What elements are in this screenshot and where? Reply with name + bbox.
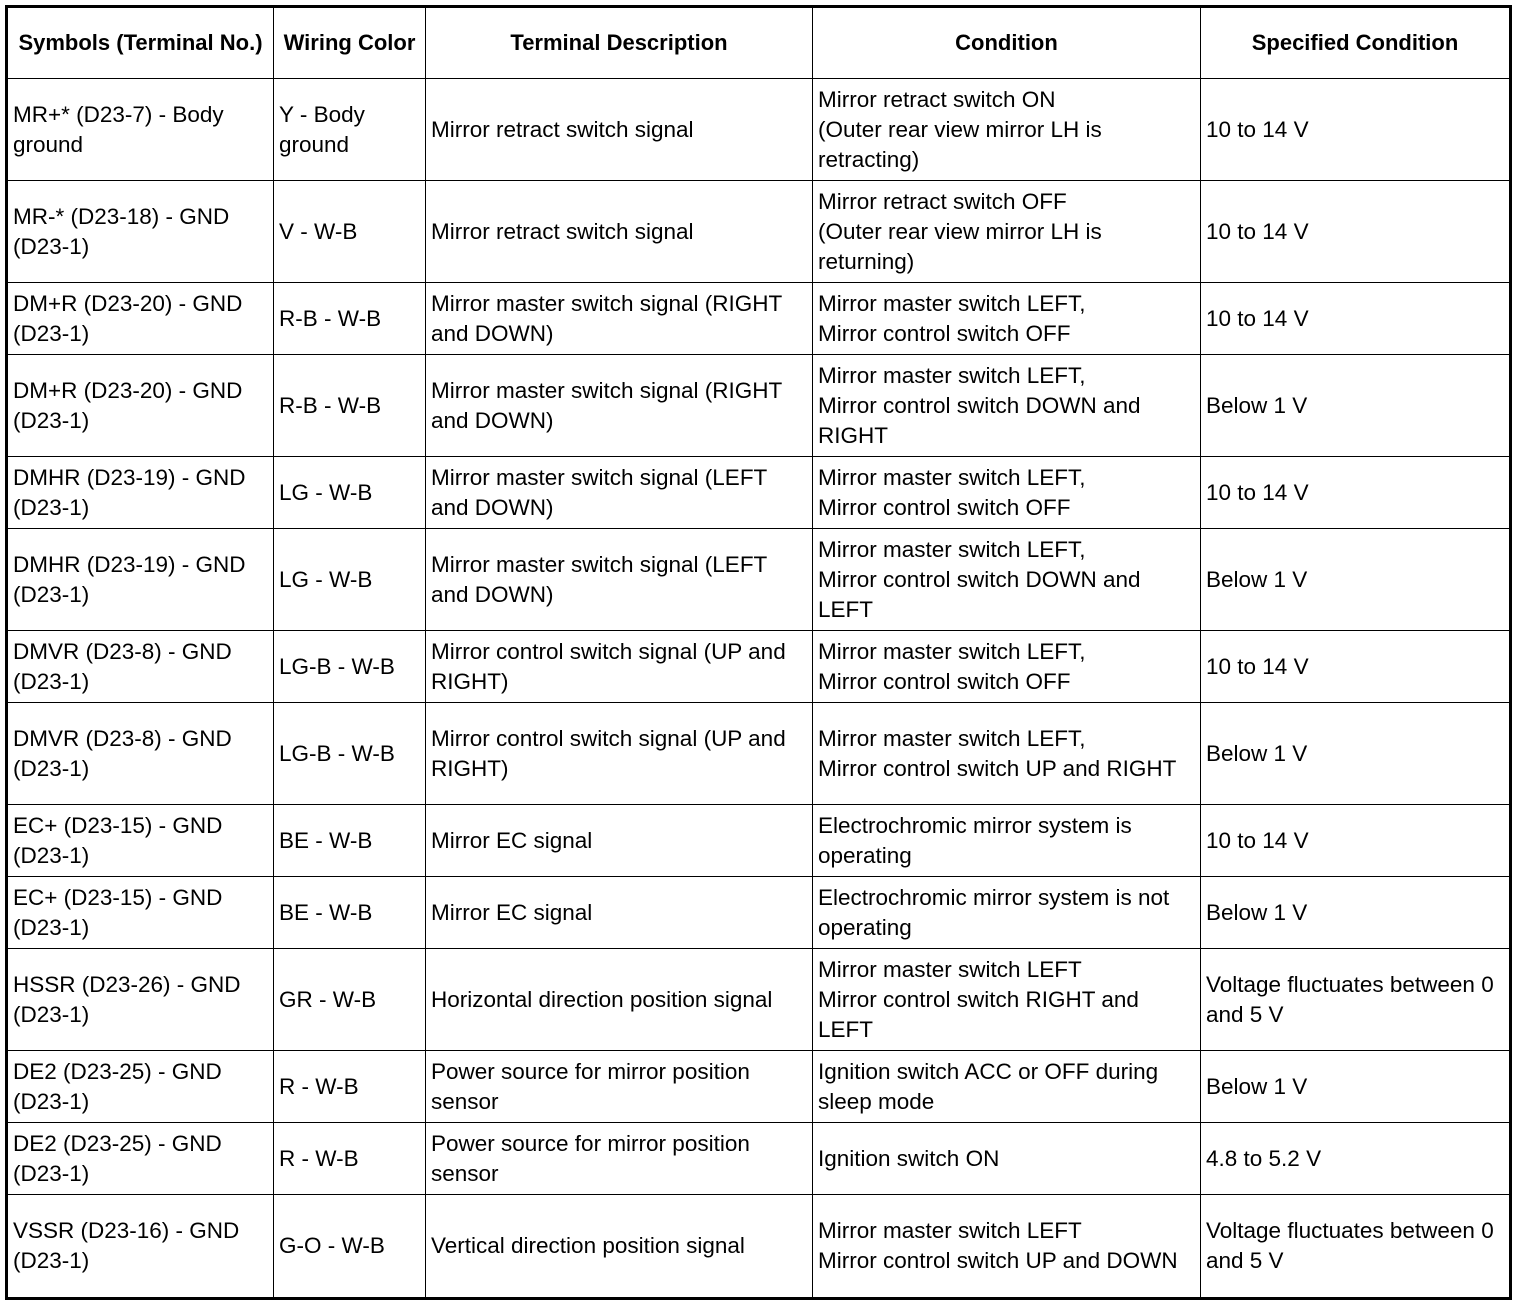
table-row bbox=[7, 877, 1511, 949]
cell-condition: Electrochromic mirror system is not operating bbox=[813, 877, 1201, 949]
cell-specified-condition: 10 to 14 V bbox=[1201, 805, 1511, 877]
cell-description: Mirror EC signal bbox=[426, 805, 813, 877]
table-row bbox=[7, 529, 1511, 631]
cell-condition: Mirror master switch LEFT, Mirror control switch OFF bbox=[813, 283, 1201, 355]
cell-description: Vertical direction position signal bbox=[426, 1195, 813, 1299]
cell-specified-condition: 10 to 14 V bbox=[1201, 457, 1511, 529]
cell-wiring-color: BE - W-B bbox=[274, 877, 426, 949]
header-row bbox=[7, 7, 1511, 79]
header-symbols: Symbols (Terminal No.) bbox=[7, 7, 274, 79]
cell-symbol: VSSR (D23-16) - GND (D23-1) bbox=[7, 1195, 274, 1299]
table-row bbox=[7, 949, 1511, 1051]
cell-condition: Mirror master switch LEFT, Mirror control switch OFF bbox=[813, 631, 1201, 703]
cell-wiring-color: Y - Body ground bbox=[274, 79, 426, 181]
cell-description: Mirror control switch signal (UP and RIGHT) bbox=[426, 703, 813, 805]
cell-wiring-color: LG-B - W-B bbox=[274, 703, 426, 805]
cell-condition: Mirror retract switch OFF (Outer rear view mirror LH is returning) bbox=[813, 181, 1201, 283]
cell-specified-condition: Voltage fluctuates between 0 and 5 V bbox=[1201, 949, 1511, 1051]
cell-wiring-color: R - W-B bbox=[274, 1123, 426, 1195]
cell-wiring-color: V - W-B bbox=[274, 181, 426, 283]
header-specified-condition: Specified Condition bbox=[1201, 7, 1511, 79]
cell-specified-condition: 4.8 to 5.2 V bbox=[1201, 1123, 1511, 1195]
cell-description: Power source for mirror position sensor bbox=[426, 1051, 813, 1123]
cell-symbol: DE2 (D23-25) - GND (D23-1) bbox=[7, 1051, 274, 1123]
cell-wiring-color: BE - W-B bbox=[274, 805, 426, 877]
cell-description: Mirror master switch signal (RIGHT and DOWN) bbox=[426, 355, 813, 457]
header-wiring-color: Wiring Color bbox=[274, 7, 426, 79]
cell-symbol: DM+R (D23-20) - GND (D23-1) bbox=[7, 283, 274, 355]
cell-description: Mirror control switch signal (UP and RIGHT) bbox=[426, 631, 813, 703]
cell-condition: Mirror master switch LEFT, Mirror control switch UP and RIGHT bbox=[813, 703, 1201, 805]
cell-wiring-color: GR - W-B bbox=[274, 949, 426, 1051]
cell-symbol: EC+ (D23-15) - GND (D23-1) bbox=[7, 877, 274, 949]
cell-condition: Mirror master switch LEFT, Mirror control switch DOWN and RIGHT bbox=[813, 355, 1201, 457]
cell-condition: Electrochromic mirror system is operating bbox=[813, 805, 1201, 877]
table-row bbox=[7, 1195, 1511, 1299]
cell-condition: Mirror retract switch ON (Outer rear view mirror LH is retracting) bbox=[813, 79, 1201, 181]
cell-wiring-color: LG-B - W-B bbox=[274, 631, 426, 703]
cell-symbol: HSSR (D23-26) - GND (D23-1) bbox=[7, 949, 274, 1051]
table-row bbox=[7, 703, 1511, 805]
cell-symbol: DMHR (D23-19) - GND (D23-1) bbox=[7, 529, 274, 631]
table-row bbox=[7, 79, 1511, 181]
cell-specified-condition: 10 to 14 V bbox=[1201, 283, 1511, 355]
cell-symbol: DE2 (D23-25) - GND (D23-1) bbox=[7, 1123, 274, 1195]
cell-wiring-color: R-B - W-B bbox=[274, 283, 426, 355]
table-row bbox=[7, 457, 1511, 529]
cell-symbol: MR-* (D23-18) - GND (D23-1) bbox=[7, 181, 274, 283]
cell-condition: Mirror master switch LEFT, Mirror control switch OFF bbox=[813, 457, 1201, 529]
terminal-spec-table-wrapper bbox=[5, 5, 1512, 1300]
cell-symbol: DM+R (D23-20) - GND (D23-1) bbox=[7, 355, 274, 457]
table-row bbox=[7, 631, 1511, 703]
cell-symbol: DMVR (D23-8) - GND (D23-1) bbox=[7, 631, 274, 703]
cell-symbol: MR+* (D23-7) - Body ground bbox=[7, 79, 274, 181]
cell-condition: Mirror master switch LEFT Mirror control switch RIGHT and LEFT bbox=[813, 949, 1201, 1051]
cell-specified-condition: 10 to 14 V bbox=[1201, 79, 1511, 181]
table-row bbox=[7, 355, 1511, 457]
table-row bbox=[7, 1051, 1511, 1123]
cell-specified-condition: Below 1 V bbox=[1201, 877, 1511, 949]
cell-wiring-color: G-O - W-B bbox=[274, 1195, 426, 1299]
cell-specified-condition: Below 1 V bbox=[1201, 529, 1511, 631]
table-row bbox=[7, 1123, 1511, 1195]
cell-condition: Mirror master switch LEFT, Mirror control switch DOWN and LEFT bbox=[813, 529, 1201, 631]
cell-wiring-color: R - W-B bbox=[274, 1051, 426, 1123]
cell-wiring-color: LG - W-B bbox=[274, 529, 426, 631]
cell-specified-condition: Below 1 V bbox=[1201, 1051, 1511, 1123]
cell-condition: Mirror master switch LEFT Mirror control switch UP and DOWN bbox=[813, 1195, 1201, 1299]
cell-specified-condition: Voltage fluctuates between 0 and 5 V bbox=[1201, 1195, 1511, 1299]
cell-specified-condition: 10 to 14 V bbox=[1201, 631, 1511, 703]
table-row bbox=[7, 181, 1511, 283]
cell-symbol: DMVR (D23-8) - GND (D23-1) bbox=[7, 703, 274, 805]
cell-wiring-color: R-B - W-B bbox=[274, 355, 426, 457]
cell-symbol: EC+ (D23-15) - GND (D23-1) bbox=[7, 805, 274, 877]
header-terminal-description: Terminal Description bbox=[426, 7, 813, 79]
cell-description: Power source for mirror position sensor bbox=[426, 1123, 813, 1195]
table-row bbox=[7, 283, 1511, 355]
cell-description: Mirror EC signal bbox=[426, 877, 813, 949]
cell-specified-condition: Below 1 V bbox=[1201, 703, 1511, 805]
cell-condition: Ignition switch ON bbox=[813, 1123, 1201, 1195]
cell-description: Mirror master switch signal (RIGHT and DOWN) bbox=[426, 283, 813, 355]
cell-specified-condition: Below 1 V bbox=[1201, 355, 1511, 457]
cell-symbol: DMHR (D23-19) - GND (D23-1) bbox=[7, 457, 274, 529]
cell-specified-condition: 10 to 14 V bbox=[1201, 181, 1511, 283]
cell-condition: Ignition switch ACC or OFF during sleep mode bbox=[813, 1051, 1201, 1123]
cell-description: Mirror retract switch signal bbox=[426, 181, 813, 283]
cell-description: Mirror master switch signal (LEFT and DOWN) bbox=[426, 529, 813, 631]
cell-description: Mirror retract switch signal bbox=[426, 79, 813, 181]
cell-description: Mirror master switch signal (LEFT and DOWN) bbox=[426, 457, 813, 529]
header-condition: Condition bbox=[813, 7, 1201, 79]
cell-description: Horizontal direction position signal bbox=[426, 949, 813, 1051]
cell-wiring-color: LG - W-B bbox=[274, 457, 426, 529]
table-row bbox=[7, 805, 1511, 877]
terminal-spec-table bbox=[5, 5, 1512, 1300]
